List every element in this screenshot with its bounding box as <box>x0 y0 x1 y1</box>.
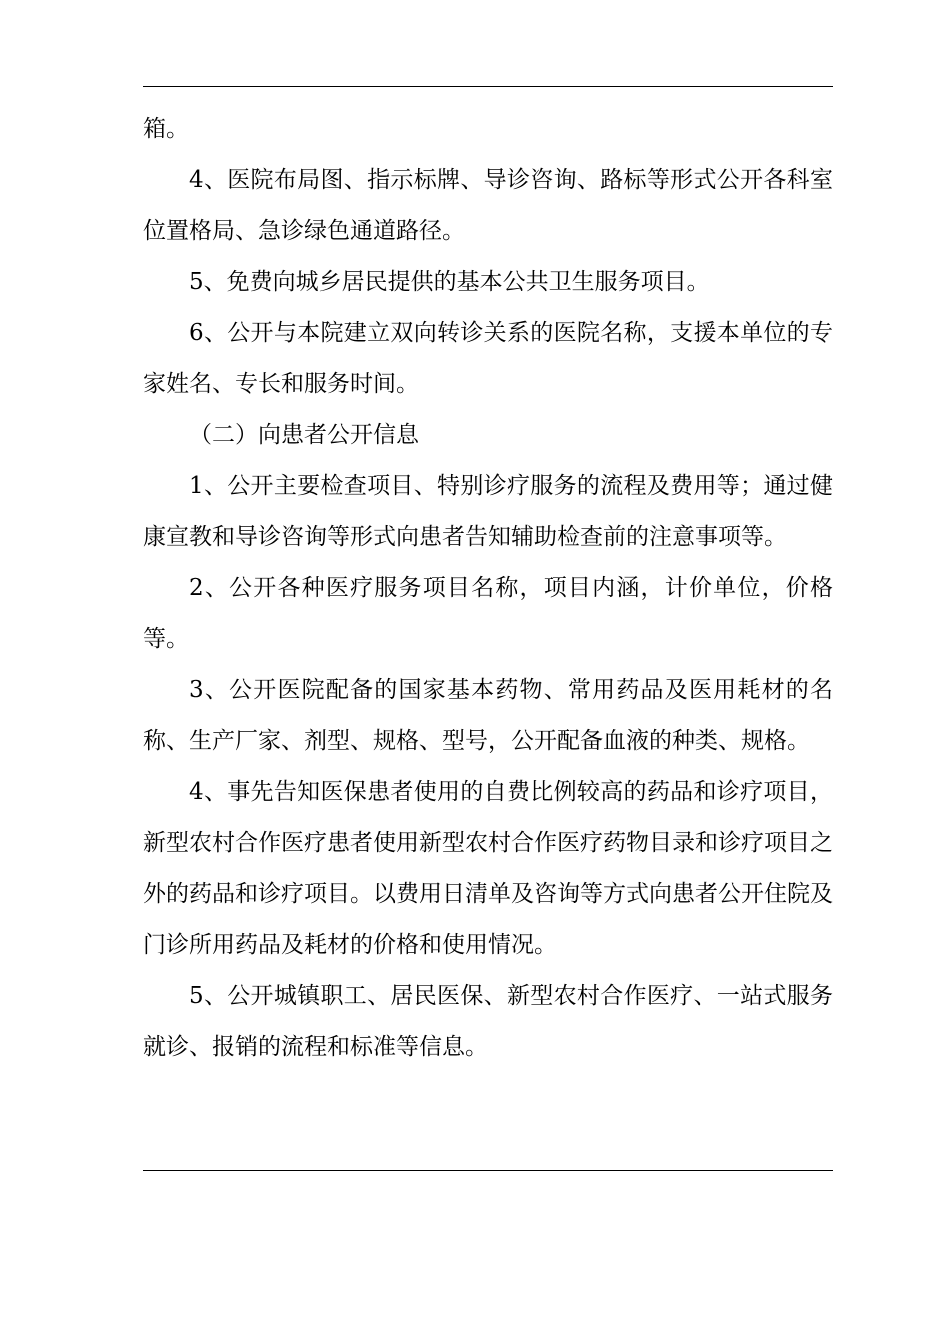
paragraph-patient-1: 1、公开主要检查项目、特别诊疗服务的流程及费用等；通过健康宣教和导诊咨询等形式向患者告知辅助检查前的注意事项等。 <box>143 473 833 550</box>
paragraph-item-5: 5、免费向城乡居民提供的基本公共卫生服务项目。 <box>189 269 710 295</box>
section-heading: （二）向患者公开信息 <box>189 422 419 448</box>
footer-rule <box>143 1170 833 1171</box>
header-rule <box>143 86 833 87</box>
paragraph-patient-2: 2、公开各种医疗服务项目名称，项目内涵，计价单位，价格等。 <box>143 575 833 652</box>
paragraph-continuation: 箱。 <box>143 116 189 142</box>
paragraph-item-6: 6、公开与本院建立双向转诊关系的医院名称，支援本单位的专家姓名、专长和服务时间。 <box>143 320 833 397</box>
document-body <box>143 104 833 1073</box>
paragraph-item-4: 4、医院布局图、指示标牌、导诊咨询、路标等形式公开各科室位置格局、急诊绿色通道路径。 <box>143 167 833 244</box>
paragraph-patient-3: 3、公开医院配备的国家基本药物、常用药品及医用耗材的名称、生产厂家、剂型、规格、型号，公开配备血液的种类、规格。 <box>143 677 833 754</box>
paragraph-patient-5: 5、公开城镇职工、居民医保、新型农村合作医疗、一站式服务就诊、报销的流程和标准等信息。 <box>143 983 833 1060</box>
paragraph-patient-4: 4、事先告知医保患者使用的自费比例较高的药品和诊疗项目，新型农村合作医疗患者使用新型农村合作医疗药物目录和诊疗项目之外的药品和诊疗项目。以费用日清单及咨询等方式向患者公开住院及门诊所用药品及耗材的价格和使用情况。 <box>143 779 833 958</box>
